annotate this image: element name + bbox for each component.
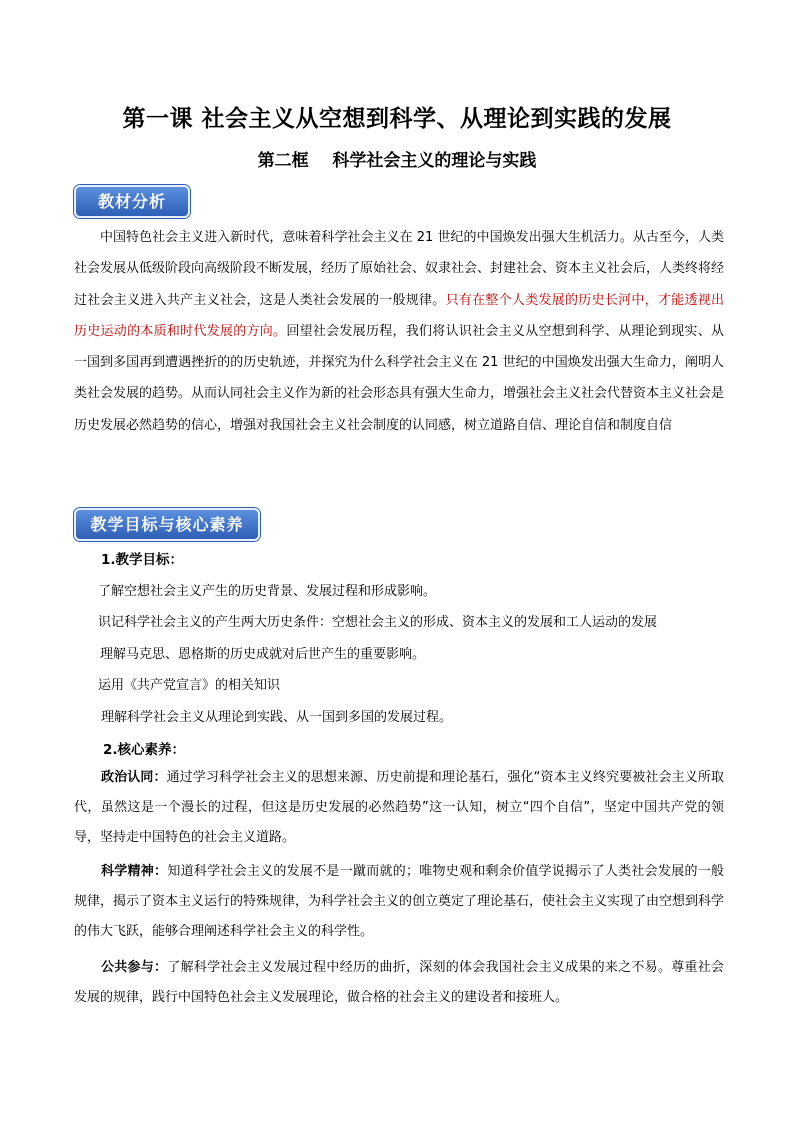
core-text: 通过学习科学社会主义的思想来源、历史前提和理论基石，强化“资本主义终究要被社会主义所取代，虽然这是一个漫长的过程，但这是历史发展的必然趋势”这一认知，树立“四个自信”，坚定中国共产党的领导，坚持走中国特色的社会主义道路。 [74, 770, 724, 845]
core-science [74, 857, 724, 947]
lesson-title: 第一课 社会主义从空想到科学、从理论到实践的发展 [122, 105, 672, 132]
core-political [74, 763, 724, 853]
core-participation [74, 953, 724, 1013]
goal-item: 理解马克思、恩格斯的历史成就对后世产生的重要影响。 [100, 647, 426, 662]
textbook-analysis-badge: 教材分析 [74, 185, 190, 218]
goal-heading: 1.教学目标： [101, 552, 184, 568]
core-label: 公共参与： [101, 960, 168, 975]
goal-item: 识记科学社会主义的产生两大历史条件：空想社会主义的形成、资本主义的发展和工人运动的发展 [98, 615, 658, 630]
goal-item: 运用《共产党宣言》的相关知识 [98, 678, 281, 693]
goal-item: 了解空想社会主义产生的历史背景、发展过程和形成影响。 [98, 584, 437, 599]
analysis-text-2: 回望社会发展历程，我们将认识社会主义从空想到科学、从理论到现实、从一国到多国再到遭遇挫折的的历史轨迹，并探究为什么科学社会主义在 21 世纪的中国焕发出强大生命力，阐明人类社会发展的趋势。从而认同社会主义作为新的社会形态具有强大生命力，增强社会主义社会代替资本主义社会是历史发展必然趋势的信心，增强对我国社会主义社会制度的认同感，树立道路自信、理论自信和制度自信 [74, 323, 725, 433]
section-subtitle: 第二框 科学社会主义的理论与实践 [257, 151, 537, 171]
analysis-paragraph [74, 222, 724, 441]
analysis-text-1: 中国特色社会主义进入新时代，意味着科学社会主义在 21 世纪的中国焕发出强大生机活力。从古至今，人类社会发展从低级阶段向高级阶段不断发展，经历了原始社会、奴隶社会、封建社会、资本主义社会后，人类终将经过社会主义进入共产主义社会，这是人类社会发展的一般规律。 [74, 230, 725, 308]
core-label: 政治认同： [101, 770, 167, 785]
analysis-highlight: 只有在整个人类发展的历史长河中，才能透视出历史运动的本质和时代发展的方向。 [74, 292, 724, 339]
core-label: 科学精神： [101, 864, 168, 879]
core-text: 了解科学社会主义发展过程中经历的曲折，深刻的体会我国社会主义成果的来之不易。尊重社会发展的规律，践行中国特色社会主义发展理论，做合格的社会主义的建设者和接班人。 [74, 960, 724, 1005]
core-text: 知道科学社会主义的发展不是一蹴而就的；唯物史观和剩余价值学说揭示了人类社会发展的一般规律，揭示了资本主义运行的特殊规律，为科学社会主义的创立奠定了理论基石，使社会主义实现了由空想到科学的伟大飞跃，能够合理阐述科学社会主义的科学性。 [74, 864, 725, 939]
core-heading: 2.核心素养： [103, 742, 186, 758]
objectives-badge: 教学目标与核心素养 [74, 508, 260, 541]
goal-item: 理解科学社会主义从理论到实践、从一国到多国的发展过程。 [101, 710, 453, 725]
